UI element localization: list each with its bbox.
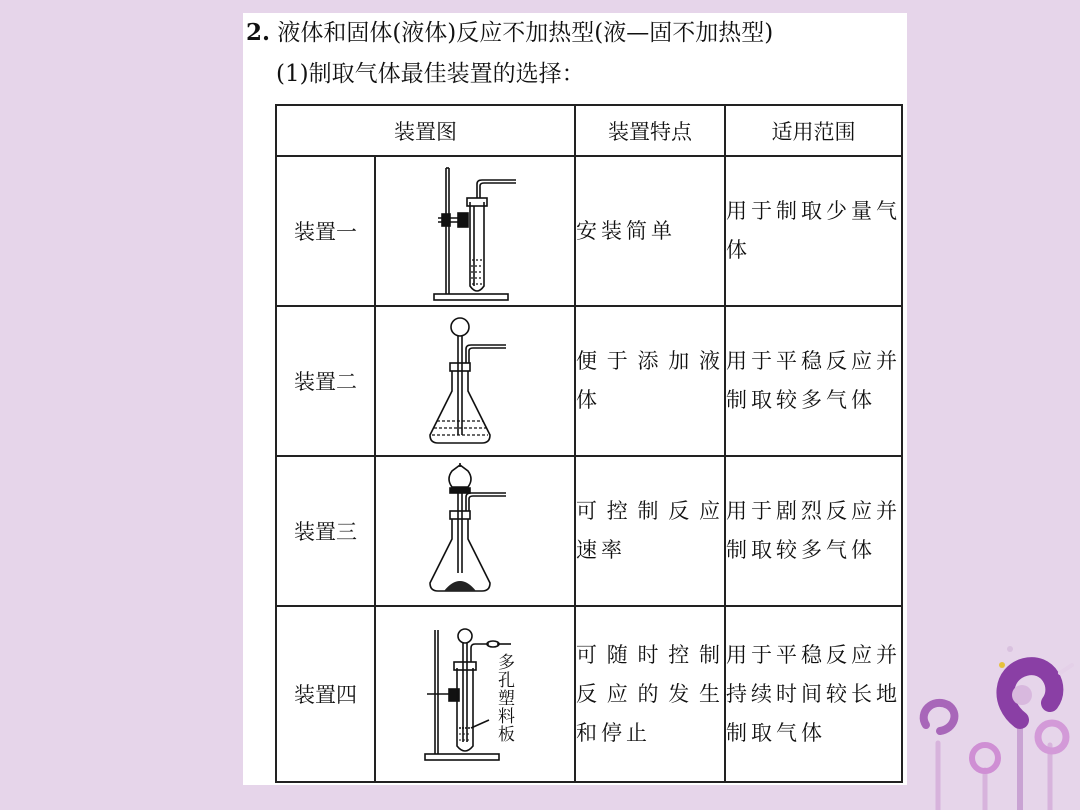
table-row (276, 606, 902, 782)
decorative-swirl-graphic (910, 625, 1080, 810)
device-name: 装置一 (276, 156, 375, 306)
apparatus-diagram-2 (375, 306, 575, 456)
test-tube-stand-diagram (420, 158, 530, 304)
device-scope: 用于平稳反应并制取较多气体 (725, 306, 902, 456)
section-heading (246, 17, 904, 49)
device-name: 装置四 (276, 606, 375, 782)
separatory-funnel-flask-diagram (420, 461, 530, 601)
document-page (243, 13, 907, 785)
table-row (276, 156, 902, 306)
header-diagram: 装置图 (276, 105, 575, 156)
header-feature: 装置特点 (575, 105, 725, 156)
section-title: 液体和固体(液体)反应不加热型(液—固不加热型) (277, 20, 774, 46)
table-row (276, 306, 902, 456)
porous-plate-diagram (415, 624, 535, 764)
device-name: 装置二 (276, 306, 375, 456)
device-feature: 便于添加液体 (575, 306, 725, 456)
device-scope: 用于剧烈反应并制取较多气体 (725, 456, 902, 606)
device-scope: 用于平稳反应并持续时间较长地制取气体 (725, 606, 902, 782)
table-row (276, 456, 902, 606)
device-feature: 可控制反应速率 (575, 456, 725, 606)
apparatus-diagram-1 (375, 156, 575, 306)
device-name: 装置三 (276, 456, 375, 606)
device-feature: 可随时控制反应的发生和停止 (575, 606, 725, 782)
apparatus-diagram-4 (375, 606, 575, 782)
apparatus-diagram-3 (375, 456, 575, 606)
section-number: 2. (246, 19, 271, 46)
porous-plate-label: 多孔塑料板 (494, 653, 514, 743)
subsection-heading: (1)制取气体最佳装置的选择： (276, 61, 585, 87)
flask-funnel-diagram (420, 311, 530, 451)
table-header-row (276, 105, 902, 156)
device-scope: 用于制取少量气体 (725, 156, 902, 306)
apparatus-table (275, 104, 903, 783)
device-feature: 安装简单 (575, 156, 725, 306)
header-scope: 适用范围 (725, 105, 902, 156)
